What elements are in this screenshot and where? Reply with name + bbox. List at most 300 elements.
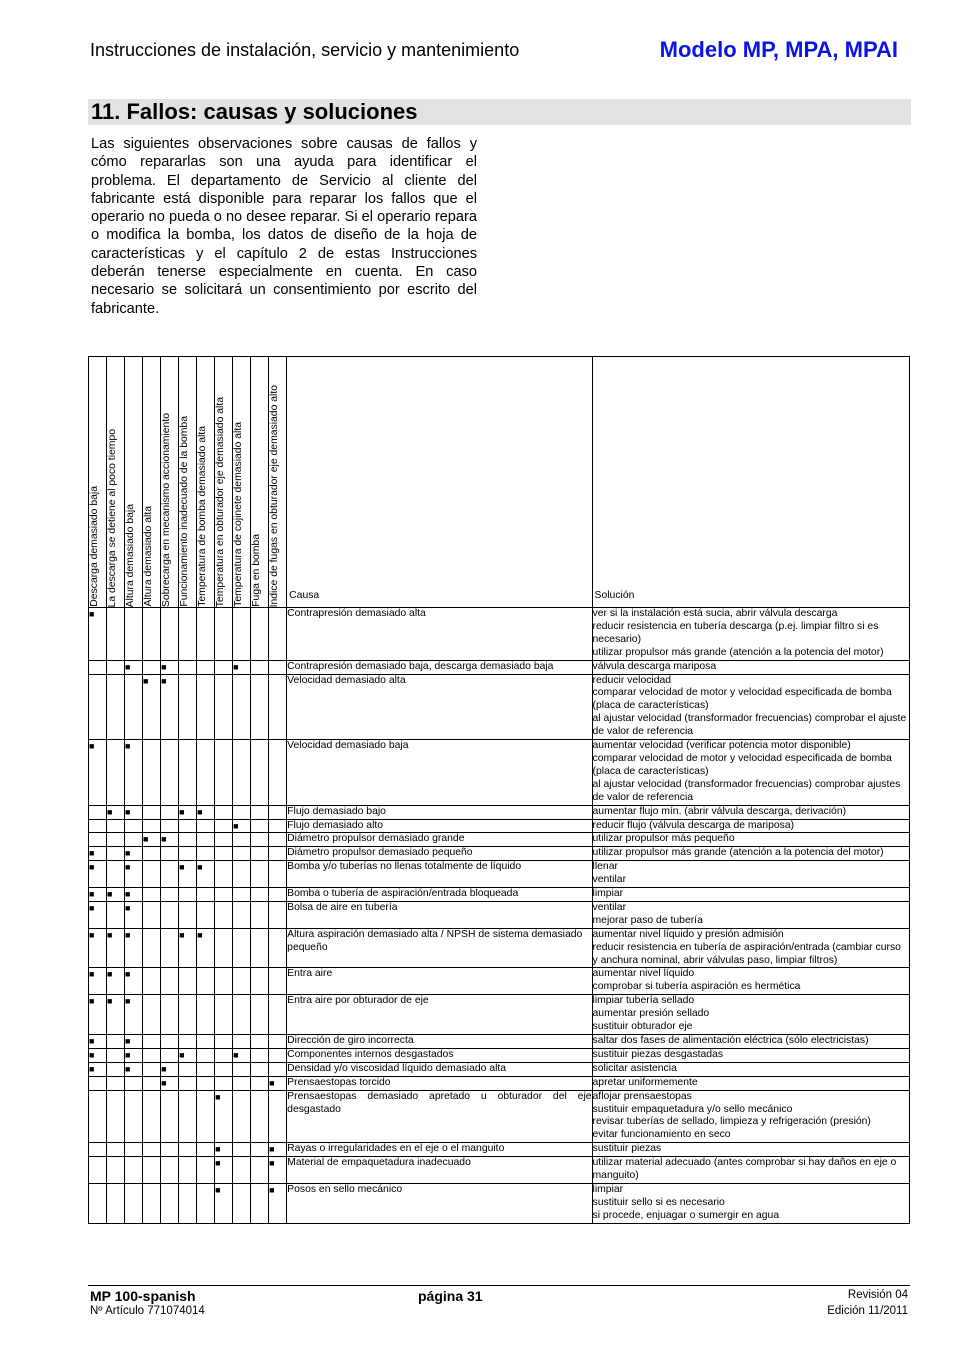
marker-cell [89, 1062, 107, 1076]
marker: ■ [233, 1049, 239, 1060]
marker-cell [269, 1157, 287, 1184]
marker: ■ [107, 996, 113, 1007]
marker-cell [197, 995, 215, 1035]
marker-cell [197, 968, 215, 995]
marker-cell [269, 805, 287, 819]
marker-cell [107, 901, 125, 928]
marker-cell [161, 608, 179, 661]
marker-cell [143, 1157, 161, 1184]
marker-cell [161, 1062, 179, 1076]
symptom-header [125, 357, 143, 608]
marker-cell [269, 1035, 287, 1049]
marker-cell [197, 660, 215, 674]
marker-cell [269, 901, 287, 928]
table-row [89, 1048, 910, 1062]
marker-cell [143, 674, 161, 740]
symptom-label: Temperatura de cojinete demasiado alta [233, 422, 245, 607]
marker-cell [89, 608, 107, 661]
solution-line: reducir velocidad [592, 674, 672, 686]
marker: ■ [179, 929, 185, 940]
marker-cell [215, 608, 233, 661]
symptom-header [89, 357, 107, 608]
marker: ■ [161, 661, 167, 672]
marker-cell [251, 833, 269, 847]
cause-cell: Contrapresión demasiado alta [287, 608, 592, 661]
marker-cell [233, 1035, 251, 1049]
symptom-header [143, 357, 161, 608]
marker-cell [215, 1090, 233, 1143]
marker: ■ [89, 1063, 95, 1074]
solution-line: aumentar presión sellado [592, 1008, 710, 1020]
marker-cell [89, 1183, 107, 1223]
marker-cell [143, 1048, 161, 1062]
table-row [89, 1157, 910, 1184]
marker-cell [161, 805, 179, 819]
marker-cell [143, 833, 161, 847]
table-row [89, 861, 910, 888]
marker: ■ [215, 1184, 221, 1195]
marker-cell [179, 1157, 197, 1184]
marker-cell [269, 968, 287, 995]
marker-cell [107, 1090, 125, 1143]
marker-cell [179, 1143, 197, 1157]
solution-line: aflojar prensaestopas [592, 1090, 692, 1102]
table-row [89, 928, 910, 968]
marker-cell [233, 928, 251, 968]
marker-cell [233, 888, 251, 902]
marker-cell [107, 740, 125, 806]
marker: ■ [125, 902, 131, 913]
marker-cell [215, 901, 233, 928]
marker-cell [89, 1048, 107, 1062]
marker: ■ [89, 969, 95, 980]
marker-cell [143, 660, 161, 674]
symptom-label: Funcionamiento inadecuado de la bomba [179, 416, 191, 607]
marker-cell [179, 819, 197, 833]
solution-line: mejorar paso de tubería [592, 914, 703, 926]
marker-cell [161, 1035, 179, 1049]
cause-cell: Flujo demasiado alto [287, 819, 592, 833]
marker-cell [179, 674, 197, 740]
marker-cell [89, 888, 107, 902]
marker-cell [143, 1143, 161, 1157]
solution-cell [592, 805, 909, 819]
marker-cell [107, 805, 125, 819]
solution-line: aumentar nivel líquido [592, 968, 695, 980]
marker-cell [161, 819, 179, 833]
marker: ■ [89, 848, 95, 859]
marker-cell [233, 995, 251, 1035]
footer-revision: Revisión 04 [847, 1289, 908, 1301]
marker-cell [143, 608, 161, 661]
marker-cell [125, 968, 143, 995]
marker: ■ [143, 834, 149, 845]
solution-line: utilizar propulsor más grande (atención a la potencia del motor) [592, 847, 884, 859]
table-row [89, 833, 910, 847]
solution-cell [592, 1048, 909, 1062]
marker: ■ [125, 969, 131, 980]
marker-cell [179, 1062, 197, 1076]
cause-header [287, 357, 592, 608]
marker-cell [161, 660, 179, 674]
marker-cell [233, 1062, 251, 1076]
marker-cell [125, 819, 143, 833]
marker-cell [269, 928, 287, 968]
marker-cell [251, 888, 269, 902]
solution-cell [592, 1143, 909, 1157]
marker-cell [233, 1048, 251, 1062]
marker-cell [107, 888, 125, 902]
marker-cell [107, 819, 125, 833]
solution-line: limpiar [592, 888, 624, 900]
marker-cell [233, 805, 251, 819]
marker: ■ [161, 834, 167, 845]
marker-cell [161, 833, 179, 847]
marker-cell [89, 861, 107, 888]
marker: ■ [125, 661, 131, 672]
marker-cell [233, 660, 251, 674]
solution-line: utilizar material adecuado (antes comprobar si hay daños en eje o manguito) [592, 1157, 897, 1182]
cause-cell: Diámetro propulsor demasiado grande [287, 833, 592, 847]
marker-cell [125, 1076, 143, 1090]
cause-cell: Material de empaquetadura inadecuado [287, 1157, 592, 1184]
marker-cell [269, 1143, 287, 1157]
solution-cell [592, 968, 909, 995]
symptom-label: Altura demasiado baja [125, 503, 137, 607]
marker-cell [89, 1157, 107, 1184]
solution-cell [592, 928, 909, 968]
marker-cell [233, 1090, 251, 1143]
cause-cell: Dirección de giro incorrecta [287, 1035, 592, 1049]
solution-cell [592, 1035, 909, 1049]
marker-cell [251, 819, 269, 833]
solution-line: sustituir piezas [592, 1143, 662, 1155]
cause-cell: Flujo demasiado bajo [287, 805, 592, 819]
solution-cell [592, 1157, 909, 1184]
solution-line: sustituir piezas desgastadas [592, 1048, 724, 1060]
solution-line: ventilar [592, 901, 627, 913]
marker-cell [125, 1035, 143, 1049]
marker-cell [233, 674, 251, 740]
solution-line: válvula descarga mariposa [592, 660, 717, 672]
marker: ■ [269, 1184, 275, 1195]
solution-cell [592, 833, 909, 847]
marker-cell [197, 1048, 215, 1062]
solution-cell [592, 901, 909, 928]
marker-cell [179, 608, 197, 661]
solution-line: sustituir sello si es necesario [592, 1196, 725, 1208]
marker: ■ [269, 1077, 275, 1088]
marker-cell [125, 833, 143, 847]
marker-cell [197, 888, 215, 902]
marker-cell [107, 674, 125, 740]
cause-cell: Entra aire [287, 968, 592, 995]
marker-cell [89, 833, 107, 847]
marker-cell [197, 740, 215, 806]
marker-cell [107, 1076, 125, 1090]
table-body [89, 608, 910, 1224]
marker: ■ [197, 862, 203, 873]
marker: ■ [125, 862, 131, 873]
table-row [89, 1035, 910, 1049]
marker-cell [215, 861, 233, 888]
marker-cell [197, 608, 215, 661]
marker-cell [251, 968, 269, 995]
solution-line: al ajustar velocidad (transformador frecuencias) comprobar el ajuste de valor de referencia [592, 713, 907, 738]
marker-cell [179, 861, 197, 888]
marker-cell [197, 819, 215, 833]
marker-cell [269, 674, 287, 740]
marker-cell [143, 928, 161, 968]
marker-cell [107, 660, 125, 674]
table-row [89, 819, 910, 833]
marker: ■ [125, 1049, 131, 1060]
intro-paragraph: Las siguientes observaciones sobre causas de fallos y cómo repararlas son una ayuda para identificar el problema. El departamento de Servicio al cliente del fabricante está disponible para reparar los fallos que el operario no pueda o no desee reparar. Si el operario repara o modifica la bomba, los datos de diseño de la hoja de características y el capítulo 2 de estas Instrucciones deberán tenerse especialmente en cuenta. En caso necesario se solicitará un consentimiento por escrito del fabricante. [91, 136, 477, 317]
footer-divider [88, 1285, 910, 1286]
marker-cell [197, 1035, 215, 1049]
marker: ■ [161, 1077, 167, 1088]
marker-cell [233, 833, 251, 847]
table-row [89, 674, 910, 740]
marker-cell [215, 805, 233, 819]
table-row [89, 968, 910, 995]
marker: ■ [107, 929, 113, 940]
marker-cell [125, 805, 143, 819]
marker-cell [89, 805, 107, 819]
solution-cell [592, 1090, 909, 1143]
solution-line: comparar velocidad de motor y velocidad especificada de bomba (placa de características) [592, 687, 892, 712]
table-row [89, 901, 910, 928]
marker-cell [107, 861, 125, 888]
marker: ■ [89, 996, 95, 1007]
marker-cell [215, 1062, 233, 1076]
marker: ■ [125, 996, 131, 1007]
marker: ■ [89, 902, 95, 913]
solution-line: saltar dos fases de alimentación eléctrica (sólo electricistas) [592, 1035, 869, 1046]
section-title: 11. Fallos: causas y soluciones [91, 99, 418, 124]
symptom-header [215, 357, 233, 608]
symptom-header [179, 357, 197, 608]
marker-cell [143, 888, 161, 902]
marker-cell [125, 1048, 143, 1062]
marker: ■ [179, 1049, 185, 1060]
marker-cell [197, 1090, 215, 1143]
solution-line: limpiar tubería sellado [592, 995, 695, 1007]
solution-line: apretar uniformemente [592, 1076, 698, 1088]
solution-line: ventilar [592, 874, 627, 886]
cause-cell: Velocidad demasiado baja [287, 740, 592, 806]
marker-cell [251, 674, 269, 740]
solution-line: al ajustar velocidad (transformador frecuencias) comprobar ajustes de valor de referencia [592, 778, 901, 803]
marker: ■ [233, 661, 239, 672]
marker-cell [215, 740, 233, 806]
marker-cell [215, 1048, 233, 1062]
marker-cell [233, 819, 251, 833]
marker-cell [89, 968, 107, 995]
marker-cell [179, 833, 197, 847]
marker-cell [143, 1183, 161, 1223]
marker-cell [89, 660, 107, 674]
solution-header-label: Solución [594, 590, 635, 602]
symptom-header [269, 357, 287, 608]
marker: ■ [125, 741, 131, 752]
marker-cell [161, 888, 179, 902]
marker-cell [215, 1143, 233, 1157]
table-header-row [89, 357, 910, 608]
marker-cell [161, 740, 179, 806]
marker-cell [251, 1090, 269, 1143]
symptom-label: Descarga demasiado baja [89, 486, 100, 607]
marker-cell [197, 674, 215, 740]
marker-cell [89, 1090, 107, 1143]
marker: ■ [179, 806, 185, 817]
marker-cell [89, 1035, 107, 1049]
marker-cell [215, 660, 233, 674]
solution-cell [592, 660, 909, 674]
solution-cell [592, 1076, 909, 1090]
marker-cell [215, 1035, 233, 1049]
marker-cell [251, 901, 269, 928]
table-row [89, 1062, 910, 1076]
marker: ■ [161, 675, 167, 686]
marker-cell [125, 847, 143, 861]
marker-cell [197, 805, 215, 819]
marker-cell [269, 888, 287, 902]
marker-cell [125, 740, 143, 806]
footer-article: Nº Artículo 771074014 [90, 1305, 205, 1317]
cause-cell: Rayas o irregularidades en el eje o el manguito [287, 1143, 592, 1157]
marker-cell [269, 861, 287, 888]
table-row [89, 995, 910, 1035]
solution-cell [592, 1183, 909, 1223]
marker-cell [251, 847, 269, 861]
marker-cell [215, 833, 233, 847]
marker-cell [143, 805, 161, 819]
marker-cell [107, 1143, 125, 1157]
solution-cell [592, 861, 909, 888]
marker-cell [143, 1090, 161, 1143]
marker: ■ [125, 848, 131, 859]
marker-cell [179, 928, 197, 968]
marker-cell [107, 968, 125, 995]
marker-cell [125, 1157, 143, 1184]
marker-cell [269, 660, 287, 674]
table-row [89, 1090, 910, 1143]
marker: ■ [233, 820, 239, 831]
marker-cell [179, 1035, 197, 1049]
marker-cell [125, 1062, 143, 1076]
marker-cell [251, 995, 269, 1035]
table-row [89, 1183, 910, 1223]
marker-cell [197, 928, 215, 968]
solution-line: reducir resistencia en tubería de aspiración/entrada (cambiar curso y anchura nominal, abrir válvulas paso, limpiar filtros) [592, 941, 901, 966]
marker-cell [233, 1183, 251, 1223]
marker: ■ [143, 675, 149, 686]
symptom-label: Fuga en bomba [251, 534, 263, 607]
marker-cell [179, 660, 197, 674]
cause-header-label: Causa [289, 590, 320, 602]
solution-line: solicitar asistencia [592, 1062, 677, 1074]
marker-cell [161, 861, 179, 888]
solution-line: revisar tuberías de sellado, limpieza y refrigeración (presión) [592, 1116, 871, 1128]
marker: ■ [107, 969, 113, 980]
marker-cell [251, 1048, 269, 1062]
marker-cell [233, 901, 251, 928]
solution-header [592, 357, 909, 608]
solution-line: evitar funcionamiento en seco [592, 1129, 731, 1141]
marker-cell [269, 1183, 287, 1223]
marker-cell [179, 968, 197, 995]
solution-line: llenar [592, 861, 618, 873]
marker-cell [89, 847, 107, 861]
cause-cell: Velocidad demasiado alta [287, 674, 592, 740]
cause-cell: Bolsa de aire en tubería [287, 901, 592, 928]
marker-cell [251, 1062, 269, 1076]
marker-cell [251, 740, 269, 806]
marker-cell [215, 968, 233, 995]
marker-cell [125, 901, 143, 928]
marker: ■ [161, 1063, 167, 1074]
symptom-label: Sobrecarga en mecanismo accionamiento [161, 412, 173, 607]
table-row [89, 888, 910, 902]
marker-cell [179, 888, 197, 902]
marker-cell [161, 995, 179, 1035]
marker-cell [179, 847, 197, 861]
solution-line: sustituir empaquetadura y/o sello mecánico [592, 1103, 793, 1115]
marker-cell [251, 861, 269, 888]
marker: ■ [215, 1091, 221, 1102]
marker-cell [269, 1090, 287, 1143]
symptom-header [233, 357, 251, 608]
marker-cell [251, 1076, 269, 1090]
symptom-label: La descarga se detiene al poco tiempo [107, 428, 119, 607]
marker: ■ [125, 1063, 131, 1074]
solution-line: utilizar propulsor más grande (atención a la potencia del motor) [592, 646, 884, 658]
marker-cell [197, 1183, 215, 1223]
marker: ■ [125, 929, 131, 940]
marker-cell [197, 1062, 215, 1076]
marker-cell [197, 861, 215, 888]
cause-cell: Densidad y/o viscosidad líquido demasiado alta [287, 1062, 592, 1076]
marker: ■ [89, 889, 95, 900]
solution-line: aumentar nivel líquido y presión admisión [592, 928, 784, 940]
header-title: Instrucciones de instalación, servicio y mantenimiento [90, 40, 520, 60]
marker: ■ [215, 1144, 221, 1155]
marker: ■ [197, 929, 203, 940]
marker: ■ [89, 741, 95, 752]
solution-line: sustituir obturador eje [592, 1021, 693, 1033]
marker: ■ [107, 889, 113, 900]
solution-line: limpiar [592, 1183, 624, 1195]
marker: ■ [125, 889, 131, 900]
solution-line: si procede, enjuagar o sumergir en agua [592, 1209, 780, 1221]
marker-cell [107, 1062, 125, 1076]
marker: ■ [89, 1036, 95, 1046]
solution-line: utilizar propulsor más pequeño [592, 833, 735, 845]
marker-cell [233, 847, 251, 861]
table-row [89, 1143, 910, 1157]
marker: ■ [179, 862, 185, 873]
marker-cell [269, 740, 287, 806]
marker-cell [179, 805, 197, 819]
marker-cell [215, 1076, 233, 1090]
marker-cell [125, 1090, 143, 1143]
marker: ■ [215, 1158, 221, 1169]
marker-cell [143, 901, 161, 928]
solution-line: ver si la instalación está sucia, abrir válvula descarga [592, 608, 838, 619]
symptom-header [251, 357, 269, 608]
solution-line: reducir resistencia en tubería descarga (p.ej. limpiar filtro si es necesario) [592, 620, 879, 645]
